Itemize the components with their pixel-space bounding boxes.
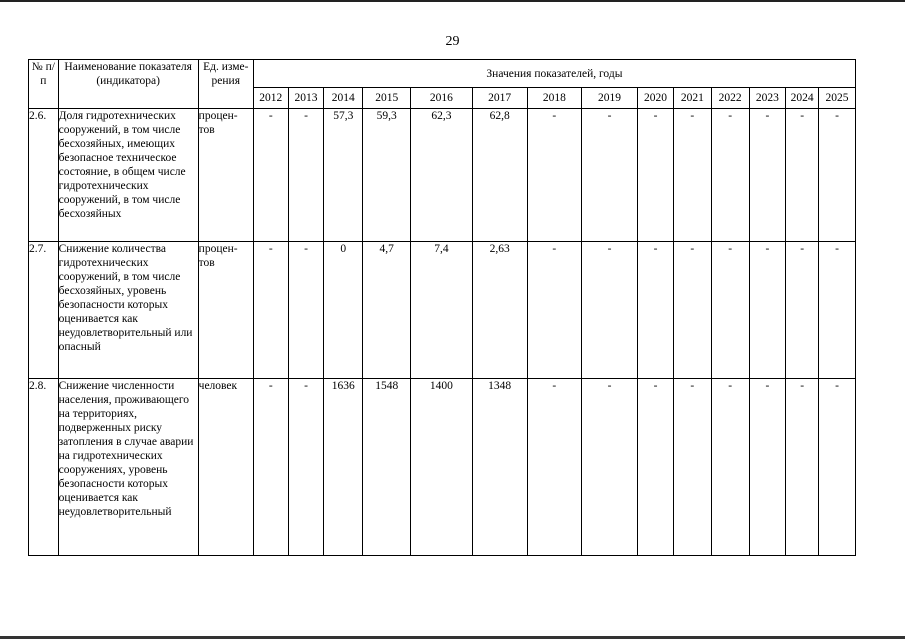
value-cell: - [253, 242, 288, 379]
value-cell: - [253, 109, 288, 242]
header-unit: Ед. изме-рения [198, 60, 253, 109]
header-name: Наименование показателя (индикатора) [58, 60, 198, 109]
value-cell: - [786, 242, 819, 379]
year-header: 2021 [673, 88, 711, 109]
value-cell: - [711, 379, 749, 556]
value-cell: - [581, 242, 637, 379]
year-header: 2019 [581, 88, 637, 109]
value-cell: - [711, 109, 749, 242]
value-cell: 57,3 [324, 109, 363, 242]
indicators-table [28, 59, 856, 556]
year-header: 2023 [749, 88, 786, 109]
value-cell: - [819, 109, 856, 242]
value-cell: - [288, 242, 324, 379]
value-cell: - [527, 379, 581, 556]
value-cell: 7,4 [411, 242, 472, 379]
value-cell: - [581, 379, 637, 556]
value-cell: - [749, 109, 786, 242]
value-cell: 59,3 [363, 109, 411, 242]
header-num: № п/п [29, 60, 59, 109]
value-cell: - [786, 109, 819, 242]
year-header: 2025 [819, 88, 856, 109]
value-cell: - [527, 242, 581, 379]
year-header: 2013 [288, 88, 324, 109]
year-header: 2014 [324, 88, 363, 109]
value-cell: 1348 [472, 379, 527, 556]
value-cell: - [288, 379, 324, 556]
value-cell: - [673, 109, 711, 242]
value-cell: 62,8 [472, 109, 527, 242]
indicator-name: Снижение количества гидротехнических сооружений, в том числе бесхозяйных, уровень безопасности которых оценивается как неудовлетворительный или опасный [58, 242, 198, 379]
value-cell: 1636 [324, 379, 363, 556]
page-bottom-edge [0, 636, 905, 639]
value-cell: 1400 [411, 379, 472, 556]
value-cell: 1548 [363, 379, 411, 556]
value-cell: - [581, 109, 637, 242]
page-top-edge [0, 0, 905, 2]
value-cell: 62,3 [411, 109, 472, 242]
indicator-name: Снижение численности населения, проживающего на территориях, подверженных риску затопления в случае аварии на гидротехнических сооружениях, уровень безопасности которых оценивается как неудовлетворительный [58, 379, 198, 556]
page-number: 29 [445, 34, 460, 49]
value-cell: - [638, 109, 674, 242]
table-row [29, 109, 856, 242]
year-header: 2012 [253, 88, 288, 109]
table-row [29, 242, 856, 379]
table-row [29, 379, 856, 556]
value-cell: 2,63 [472, 242, 527, 379]
indicator-name: Доля гидротехнических сооружений, в том числе бесхозяйных, имеющих безопасное техническое состояние, в общем числе гидротехнических сооружений, в том числе бесхозяйных [58, 109, 198, 242]
year-header: 2016 [411, 88, 472, 109]
value-cell: - [711, 242, 749, 379]
value-cell: - [288, 109, 324, 242]
value-cell: 4,7 [363, 242, 411, 379]
value-cell: - [673, 379, 711, 556]
unit-cell: процен-тов [198, 242, 253, 379]
value-cell: - [786, 379, 819, 556]
value-cell: - [749, 379, 786, 556]
row-number: 2.8. [29, 379, 59, 556]
value-cell: - [749, 242, 786, 379]
value-cell: - [638, 242, 674, 379]
value-cell: - [527, 109, 581, 242]
value-cell: - [253, 379, 288, 556]
unit-cell: человек [198, 379, 253, 556]
year-header: 2018 [527, 88, 581, 109]
value-cell: - [638, 379, 674, 556]
year-header: 2022 [711, 88, 749, 109]
header-values: Значения показателей, годы [253, 60, 855, 88]
value-cell: - [673, 242, 711, 379]
value-cell: - [819, 242, 856, 379]
row-number: 2.7. [29, 242, 59, 379]
year-header: 2024 [786, 88, 819, 109]
value-cell: - [819, 379, 856, 556]
value-cell: 0 [324, 242, 363, 379]
year-header: 2015 [363, 88, 411, 109]
unit-cell: процен-тов [198, 109, 253, 242]
year-header: 2020 [638, 88, 674, 109]
year-header: 2017 [472, 88, 527, 109]
row-number: 2.6. [29, 109, 59, 242]
